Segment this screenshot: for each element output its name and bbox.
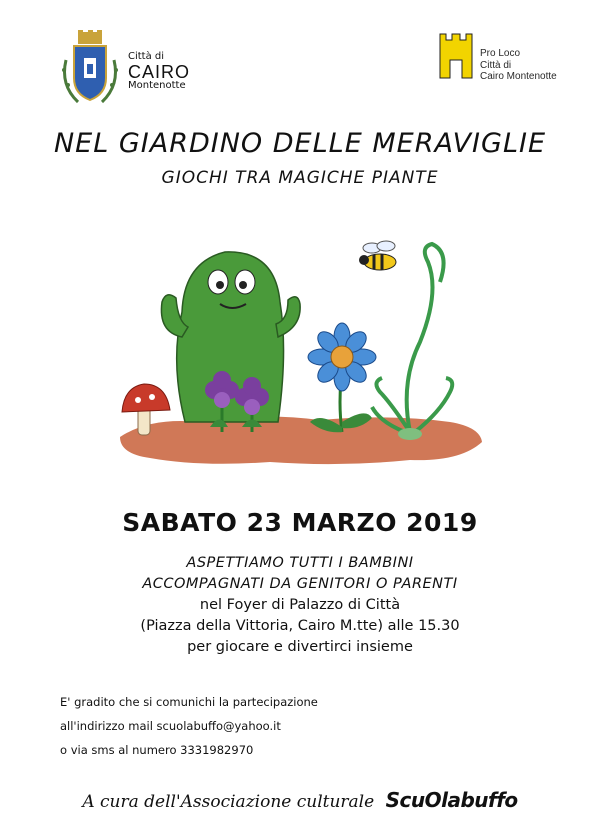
page-subtitle: GIOCHI TRA MAGICHE PIANTE (161, 168, 439, 188)
bee-icon (359, 241, 396, 270)
event-details (0, 553, 600, 658)
curly-plant-character (372, 244, 452, 432)
proloco-logo-line2: Città di (480, 59, 512, 71)
blue-flower-character (308, 323, 376, 432)
contact-line1: E' gradito che si comunichi la partecipazione (60, 695, 318, 709)
coat-of-arms-icon (58, 30, 122, 110)
garden-illustration (110, 222, 490, 482)
footer-credit (0, 788, 600, 812)
contact-info (60, 690, 318, 762)
details-line1: ASPETTIAMO TUTTI I BAMBINI (186, 555, 414, 571)
tower-icon (438, 30, 474, 80)
details-line3: nel Foyer di Palazzo di Città (199, 597, 401, 613)
details-line2: ACCOMPAGNATI DA GENITORI O PARENTI (142, 576, 458, 592)
proloco-logo-line3: Cairo Montenotte (480, 71, 557, 82)
city-logo (58, 30, 198, 110)
details-line5: per giocare e divertirci insieme (187, 639, 413, 655)
contact-line2: all'indirizzo mail scuolabuffo@yahoo.it (60, 719, 281, 733)
proloco-logo (438, 30, 578, 90)
city-logo-line1: Città di (128, 51, 165, 62)
footer-prefix: A cura dell'Associazione culturale (82, 792, 375, 812)
contact-line3: o via sms al numero 3331982970 (60, 743, 254, 757)
city-logo-line3: Montenotte (128, 80, 186, 92)
details-line4: (Piazza della Vittoria, Cairo M.tte) alle 15.30 (140, 618, 460, 634)
event-date: SABATO 23 MARZO 2019 (122, 508, 478, 537)
proloco-logo-line1: Pro Loco (480, 48, 521, 59)
page-title: NEL GIARDINO DELLE MERAVIGLIE (53, 128, 547, 159)
city-logo-line2: CAIRO (128, 61, 191, 82)
footer-brand: ScuOlabuffo (385, 788, 518, 812)
